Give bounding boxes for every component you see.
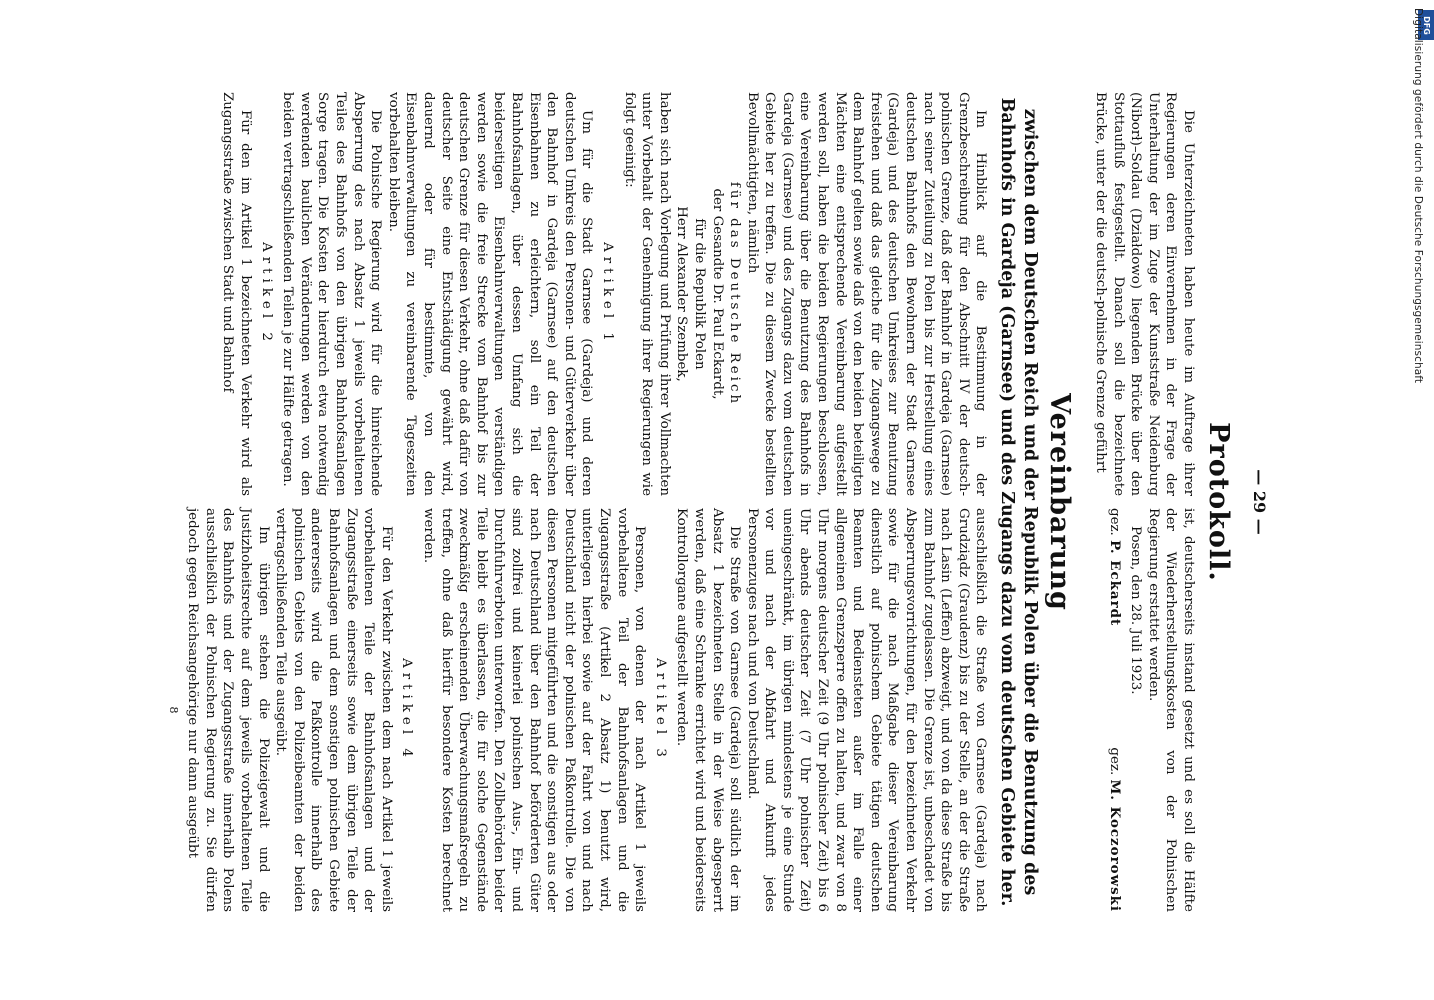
article-1-para-1: Um für die Stadt Garnsee (Gardeja) und deren deutschen Umkreis den Personen- und Güterverkehr über den Bahnhof in Gardeja (Garnsee) auf den deutschen Eisenbahnen zu erleichtern, soll ein Teil der Bahnhofsanlagen, über dessen Umfang sich die beiderseitigen Eisenbahnverwaltungen verständigen werden sowie die freie Strecke vom Bahnhof bis zur deutschen Grenze für diesen Verkehr, ohne daß dafür von deutscher Seite eine Entschädigung gewährt wird, dauernd oder für bestimmte, von den Eisenbahnverwaltungen zu vereinbarende Tageszeiten vorbehalten bleiben. [385, 92, 595, 496]
article-1-para-2: Die Polnische Regierung wird für die hinreichende Absperrung des nach Absatz 1 jeweils vorbehaltenen Teiles des Bahnhofs von den übrigen Bahnhofsanlagen Sorge tragen. Die Kosten der hierdurch etwa notwendig werdenden baulichen Veränderungen werden von den beiden vertragschließenden Teilen je zur Hälfte getragen. [280, 92, 384, 496]
protokoll-text-right: ist, deutscherseits instand gesetzt und es soll die Hälfte der Wiederherstellungskosten von der Polnischen Regierung erstattet werden. [1145, 508, 1196, 912]
page-footer-number: 8 [166, 706, 180, 714]
sig-name-koczorowski: M. Koczorowski [1106, 779, 1123, 912]
signature-left [1105, 508, 1123, 626]
protokoll-columns [1091, 92, 1197, 912]
article-2-continued: ausschließlich die Straße von Garnsee (Gardeja) nach Grudziądz (Graudenz) bis zu der Stelle, an der die Straße nach Lasin (Leffen) abzweigt, und von da diese Straße bis zum Bahnhof zugelassen. Die Grenze ist, unbeschadet von Absperrungsvorrichtungen, für den bezeichneten Verkehr sowie für die nach Maßgabe dieser Vereinbarung dienstlich auf polnischem Gebiete tätigen deutschen Beamten und Bediensteten außer im Falle einer allgemeinen Grenzsperre offen zu halten, und zwar von 8 Uhr morgens deutscher Zeit (9 Uhr polnischer Zeit) bis 6 Uhr abends deutscher Zeit (7 Uhr polnischer Zeit) uneingeschränkt, im übrigen mindestens je eine Stunde vor und nach der Abfahrt und Ankunft jedes Personenzuges nach und von Deutschland. [744, 508, 989, 912]
vereinbarung-columns [164, 92, 989, 912]
vereinbarung-col-left [164, 92, 989, 496]
party-reich: für das Deutsche Reich [727, 181, 743, 407]
protokoll-text-left: Die Unterzeichneten haben heute im Auftrage ihrer Regierungen deren Einvernehmen in der Frage der Unterhaltung der im Zuge der Kunststraße Neidenburg (Niborł)–Soldau (Działdowo) liegenden Brücke über den Stottaufluß festgestellt. Danach soll die bezeichnete Brücke, unter der die deutsch-polnische Grenze geführt [1093, 92, 1196, 496]
article-1-heading: Artikel 1 [599, 242, 615, 346]
article-4-para-1: Für den Verkehr zwischen dem nach Artikel 1 jeweils vorbehaltenen Teile der Bahnhofsanlagen und der Zugangsstraße einerseits sowie dem übrigen Teile der Bahnhofsanlagen und dem sonstigen polnischen Gebiete andererseits wird die Paßkontrolle innerhalb des polnischen Gebiets von den Polizeibeamten der beiden vertragschließenden Teile ausgeübt. [273, 508, 394, 912]
party-polen: für die Republik Polen [691, 218, 707, 370]
vereinbarung-title: Vereinbarung [1044, 393, 1076, 611]
agreement-paragraph: haben sich nach Vorlegung und Prüfung ihrer Vollmachten unter Vorbehalt der Genehmigung ihrer Regierungen wie folgt geeinigt: [621, 92, 672, 496]
vereinbarung-col-right [164, 508, 989, 912]
protokoll-title: Protokoll. [1203, 422, 1234, 582]
digitalisation-note: Digitalisierung gefördert durch die Deutsche Forschungsgemeinschaft [1412, 8, 1424, 384]
article-4-heading: Artikel 4 [399, 658, 415, 762]
protokoll-signatures [1105, 508, 1123, 912]
protokoll-col-right [1091, 508, 1197, 912]
vereinbarung-subtitle: zwischen dem Deutschen Reich und der Republik Polen über die Benutzung des Bahnhofs in Gardeja (Garnsee) und des Zugangs dazu vom deutschen Gebiete her. [997, 97, 1041, 907]
article-3-heading: Artikel 3 [652, 658, 668, 762]
page-number: — 29 — [1250, 469, 1269, 535]
page-content [166, 92, 1279, 912]
article-2-para-1: Für den im Artikel 1 bezeichneten Verkehr wird als Zugangsstraße zwischen Stadt und Bahnhof [220, 92, 254, 496]
party-reich-person: der Gesandte Dr. Paul Eckardt, [709, 188, 725, 400]
protokoll-col-left [1091, 92, 1197, 496]
article-2-para-2: Die Straße von Garnsee (Gardeja) soll südlich der im Absatz 1 bezeichneten Stelle in der Weise abgesperrt werden, daß eine Schranke errichtet wird und beiderseits Kontrollorgane aufgestellt werden. [674, 508, 743, 912]
sig-prefix: gez. [1106, 508, 1122, 536]
dfg-logo-text: DFG [1421, 15, 1431, 35]
article-3-para-1: Personen, von denen der nach Artikel 1 jeweils vorbehaltene Teil der Bahnhofsanlagen und die Zugangsstraße (Artikel 2 Absatz 1) benutzt wird, unterliegen hierbei sowie auf der Fahrt von und nach Deutschland nicht der polnischen Paßkontrolle. Die von diesen Personen mitgeführten und die sonstigen aus oder nach Deutschland über den Bahnhof beförderten Güter sind zollfrei und keinerlei polnischen Aus-, Ein- und Durchfuhrverboten unterworfen. Den Zollbehörden beider Teile bleibt es überlassen, die für solche Gegenstände zweckmäßig erscheinenden Überwachungsmaßregeln zu treffen, ohne daß hierfür besondere Kosten berechnet werden. [421, 508, 648, 912]
sig-prefix: gez. [1106, 747, 1122, 776]
article-4-para-2: Im übrigen stehen die Polizeigewalt und die Justizhoheitsrechte auf dem jeweils vorbehaltenen Teile des Bahnhofs und der Zugangsstraße innerhalb Polens ausschließlich der Polnischen Regierung zu. Sie dürfen jedoch gegen Reichsangehörige nur dann ausgeübt [185, 508, 271, 912]
document-page [147, 0, 1287, 1000]
protokoll-place-date: Posen, den 28. Juli 1923. [1128, 526, 1144, 695]
sig-name-eckardt: P. Eckardt [1106, 540, 1123, 627]
party-polen-person: Herr Alexander Szembek, [674, 206, 690, 382]
signature-right [1105, 747, 1123, 912]
intro-paragraph: Im Hinblick auf die Bestimmung in der Grenzbeschreibung für den Abschnitt IV der deutsch-polnischen Grenze, daß der Bahnhof in Gardeja (Garnsee) nach seiner Zuteilung zu Polen bis zur Herstellung eines deutschen Bahnhofs den Bewohnern der Stadt Garnsee (Gardeja) und des deutschen Umkreises zur Benutzung freistehen und daß das gleiche für die Zugangswege zu dem Bahnhof gelten sowie daß von den beiden beteiligten Mächten eine entsprechende Vereinbarung aufgestellt werden soll, haben die beiden Regierungen beschlossen, eine Vereinbarung über die Benutzung des Bahnhofs in Gardeja (Garnsee) und des Zugangs dazu vom deutschen Gebiete her zu treffen. Die zu diesem Zwecke bestellten Bevollmächtigten, nämlich [744, 92, 989, 496]
article-2-heading: Artikel 2 [258, 242, 274, 346]
